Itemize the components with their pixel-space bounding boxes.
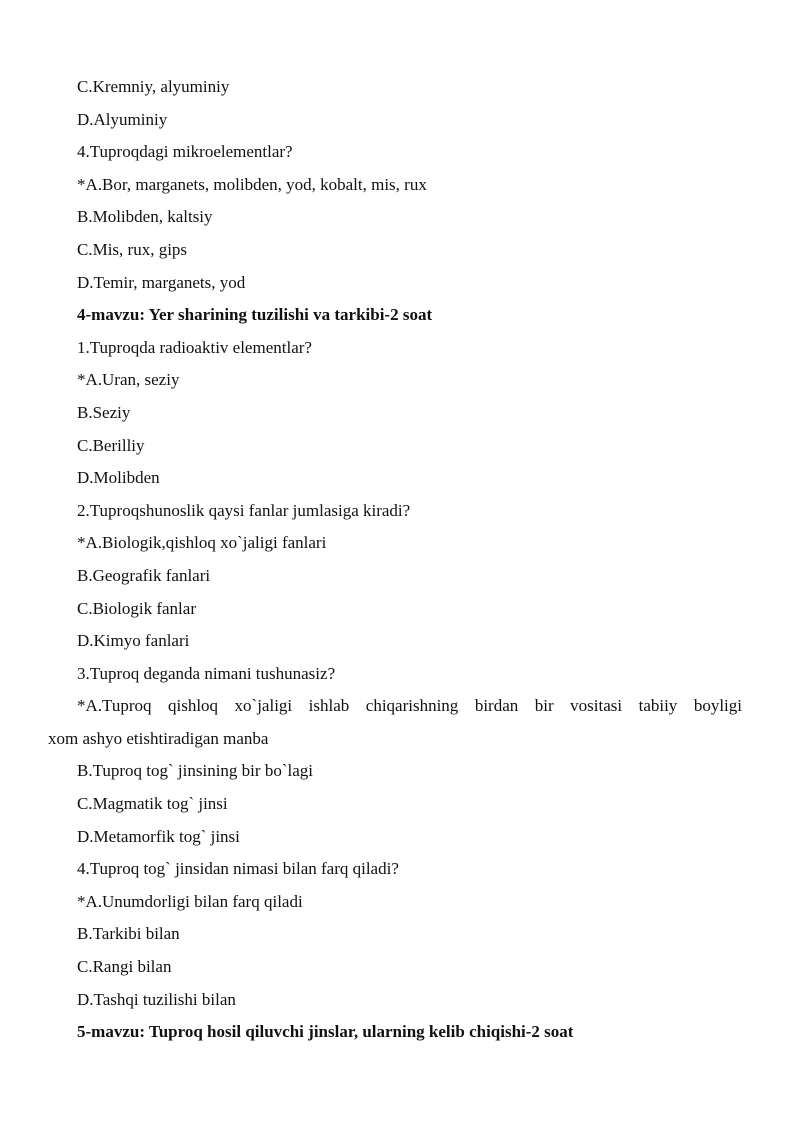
answer-line: *A.Uran, seziy [77, 370, 180, 390]
option-line: C.Magmatik tog` jinsi [77, 794, 228, 814]
answer-line: *A.Biologik,qishloq xo`jaligi fanlari [77, 533, 327, 553]
question-line: 4.Tuproqdagi mikroelementlar? [77, 142, 293, 162]
question-line: 2.Tuproqshunoslik qaysi fanlar jumlasiga kiradi? [77, 500, 411, 520]
answer-line: *A.Unumdorligi bilan farq qiladi [77, 891, 303, 911]
option-line: C.Rangi bilan [77, 957, 172, 977]
option-line: D.Metamorfik tog` jinsi [77, 826, 240, 846]
option-line: C.Kremniy, alyuminiy [77, 77, 230, 96]
question-line: 3.Tuproq deganda nimani tushunasiz? [77, 663, 336, 683]
option-line: C.Berilliy [77, 435, 145, 455]
answer-continuation-line: xom ashyo etishtiradigan manba [48, 728, 269, 748]
option-line: B.Geografik fanlari [77, 565, 211, 585]
option-line: D.Alyuminiy [77, 109, 168, 129]
option-line: B.Molibden, kaltsiy [77, 207, 213, 227]
option-line: B.Tarkibi bilan [77, 924, 180, 944]
topic-heading: 4-mavzu: Yer sharining tuzilishi va tarkibi-2 soat [77, 305, 433, 325]
topic-heading: 5-mavzu: Tuproq hosil qiluvchi jinslar, ularning kelib chiqishi-2 soat [77, 1022, 574, 1042]
question-line: 4.Tuproq tog` jinsidan nimasi bilan farq qiladi? [77, 859, 399, 879]
option-line: D.Tashqi tuzilishi bilan [77, 989, 236, 1009]
option-line: C.Biologik fanlar [77, 598, 196, 618]
option-line: B.Tuproq tog` jinsining bir bo`lagi [77, 761, 313, 781]
option-line: D.Temir, marganets, yod [77, 272, 246, 292]
option-line: D.Molibden [77, 468, 160, 488]
answer-line: *A.Bor, marganets, molibden, yod, kobalt, mis, rux [77, 174, 427, 194]
document-body [0, 71, 800, 1049]
question-line: 1.Tuproqda radioaktiv elementlar? [77, 337, 312, 357]
option-line: B.Seziy [77, 402, 131, 422]
option-line: C.Mis, rux, gips [77, 239, 188, 259]
answer-line: *A.Tuproq qishloq xo`jaligi ishlab chiqarishning birdan bir vositasi tabiiy boyligi [77, 696, 742, 716]
option-line: D.Kimyo fanlari [77, 631, 190, 651]
